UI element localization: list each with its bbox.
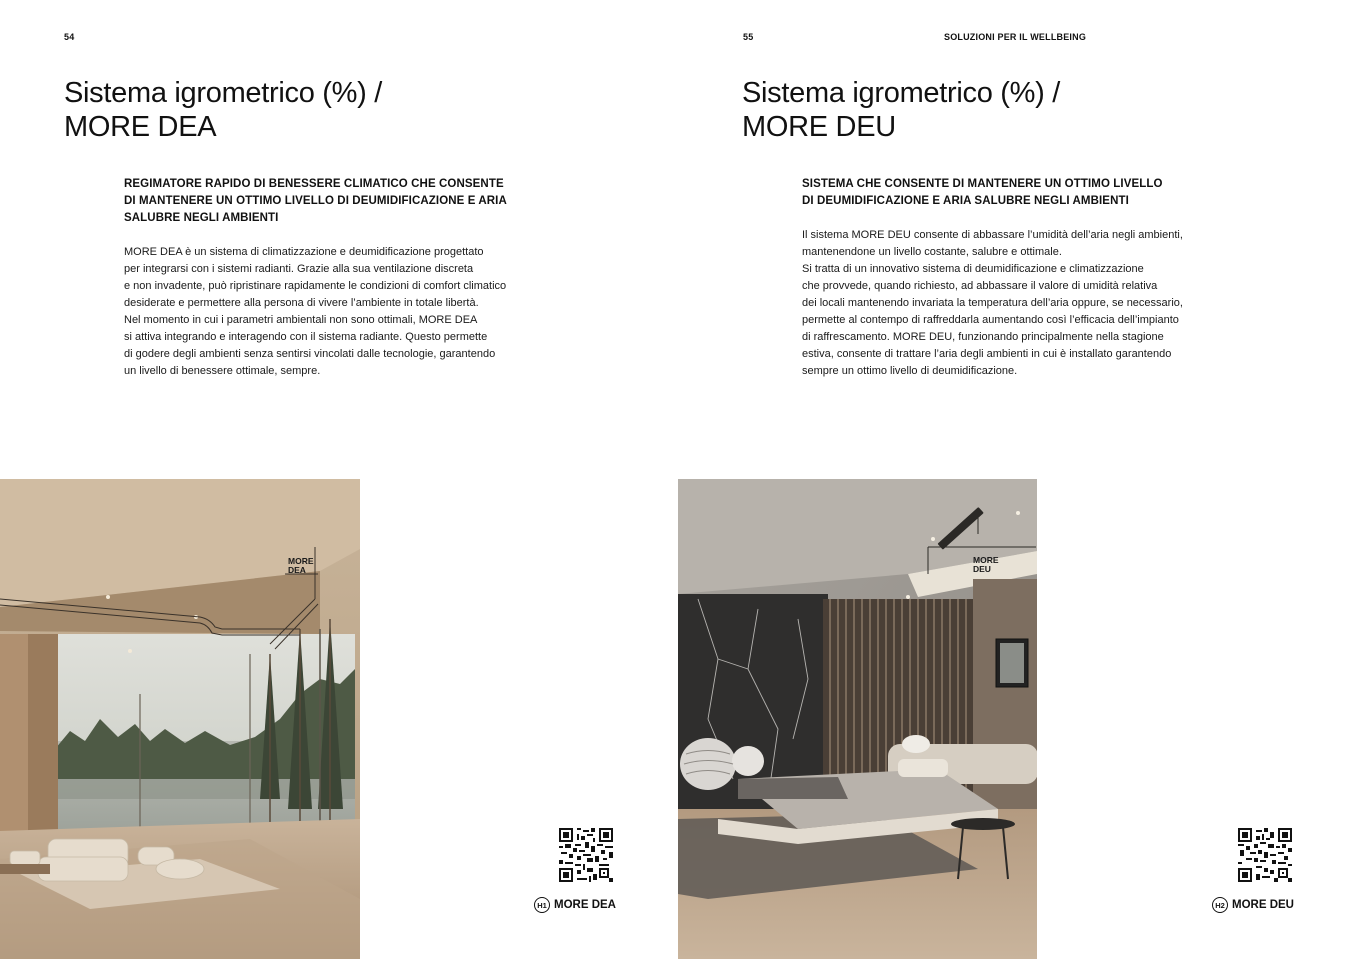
lead-line: SALUBRE NEGLI AMBIENTI <box>124 212 279 224</box>
title-line-2: MORE DEA <box>64 111 217 143</box>
right-page <box>678 0 1356 959</box>
page-number: 54 <box>64 32 75 42</box>
body-line: mantenendone un livello costante, salubre e ottimale. <box>802 246 1062 258</box>
lead-paragraph <box>802 176 1163 210</box>
qr-badge: H1 <box>534 897 550 913</box>
bedroom-photo <box>678 479 1037 959</box>
lead-paragraph <box>124 176 507 227</box>
body-line: per integrarsi con i sistemi radianti. Grazie alla sua ventilazione discreta <box>124 263 474 275</box>
page-title <box>64 76 382 144</box>
qr-caption[interactable] <box>1212 897 1294 913</box>
body-paragraph <box>124 244 506 380</box>
photo-label-line: MORE <box>288 556 314 566</box>
qr-badge: H2 <box>1212 897 1228 913</box>
body-line: di raffrescamento. MORE DEU, funzionando principalmente nella stagione <box>802 331 1164 343</box>
body-line: Si tratta di un innovativo sistema di deumidificazione e climatizzazione <box>802 263 1144 275</box>
lead-line: DI MANTENERE UN OTTIMO LIVELLO DI DEUMIDIFICAZIONE E ARIA <box>124 195 507 207</box>
body-line: un livello di benessere ottimale, sempre. <box>124 365 321 377</box>
lead-line: SISTEMA CHE CONSENTE DI MANTENERE UN OTTIMO LIVELLO <box>802 178 1163 190</box>
body-line: desiderate e permettere alla persona di vivere l’ambiente in totale libertà. <box>124 297 479 309</box>
body-line: Nel momento in cui i parametri ambientali non sono ottimali, MORE DEA <box>124 314 478 326</box>
section-title: SOLUZIONI PER IL WELLBEING <box>944 32 1087 42</box>
body-line: estiva, consente di trattare l’aria degli ambienti in cui è installato garantendo <box>802 348 1172 360</box>
page-number: 55 <box>743 32 754 42</box>
lead-line: DI DEUMIDIFICAZIONE E ARIA SALUBRE NEGLI AMBIENTI <box>802 195 1129 207</box>
body-line: si attiva integrando e interagendo con il sistema radiante. Questo permette <box>124 331 488 343</box>
qr-code[interactable] <box>559 828 613 882</box>
photo-label <box>288 557 314 575</box>
body-line: dei locali mantenendo invariata la temperatura dell’aria oppure, se necessario, <box>802 297 1183 309</box>
photo-label <box>973 556 999 574</box>
photo-label-line: MORE <box>973 555 999 565</box>
body-line: di godere degli ambienti senza sentirsi vincolati dalle tecnologie, garantendo <box>124 348 496 360</box>
body-line: permette al contempo di raffreddarla aumentando così l’efficacia dell’impianto <box>802 314 1179 326</box>
qr-code[interactable] <box>1238 828 1292 882</box>
body-line: Il sistema MORE DEU consente di abbassare l’umidità dell’aria negli ambienti, <box>802 229 1183 241</box>
photo-label-line: DEU <box>973 564 991 574</box>
title-line-1: Sistema igrometrico (%) / <box>742 77 1061 109</box>
qr-caption[interactable] <box>534 897 616 913</box>
body-line: sempre un ottimo livello di deumidificazione. <box>802 365 1018 377</box>
title-line-2: MORE DEU <box>742 111 896 143</box>
body-line: MORE DEA è un sistema di climatizzazione e deumidificazione progettato <box>124 246 484 258</box>
qr-caption-label: MORE DEU <box>1232 899 1294 911</box>
living-room-photo <box>0 479 360 959</box>
qr-caption-label: MORE DEA <box>554 899 616 911</box>
photo-label-line: DEA <box>288 565 306 575</box>
body-paragraph <box>802 227 1183 380</box>
title-line-1: Sistema igrometrico (%) / <box>64 77 383 109</box>
lead-line: REGIMATORE RAPIDO DI BENESSERE CLIMATICO CHE CONSENTE <box>124 178 504 190</box>
body-line: e non invadente, può ripristinare rapidamente le condizioni di comfort climatico <box>124 280 507 292</box>
page-title <box>742 76 1060 144</box>
body-line: che provvede, quando richiesto, ad abbassare il valore di umidità relativa <box>802 280 1158 292</box>
